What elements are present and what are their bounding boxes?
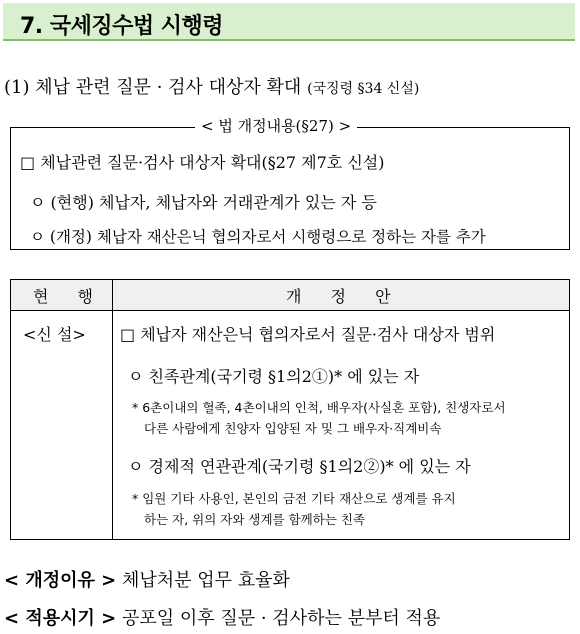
proposed-main: □ 체납자 재산은닉 협의자로서 질문·검사 대상자 범위 [120, 325, 496, 344]
reason-line [4, 566, 290, 592]
kinship-note-line2: 다른 사람에게 친양자 입양된 자 및 그 배우자·직계비속 [144, 421, 442, 436]
proposed-item-economic: ㅇ 경제적 연관관계(국기령 §1의2②)* 에 있는 자 [128, 457, 471, 476]
current-cell: <신 설> [23, 325, 86, 344]
economic-note-line2: 하는 자, 위의 자와 생계를 함께하는 친족 [144, 512, 366, 527]
section-heading-note: (국징령 §34 신설) [307, 81, 420, 97]
effective-label: < 적용시기 > [4, 608, 117, 629]
economic-note-line1: * 임원 기타 사용인, 본인의 금전 기타 재산으로 생계를 유지 [132, 491, 456, 506]
kinship-note-line1: * 6촌이내의 혈족, 4촌이내의 인척, 배우자(사실혼 포함), 친생자로서 [132, 400, 506, 415]
title-bar [3, 3, 575, 41]
proposed-item-kinship: ㅇ 친족관계(국기령 §1의2①)* 에 있는 자 [128, 367, 420, 386]
page-title: 7. 국세징수법 시행령 [20, 14, 223, 39]
header-current: 현 행 [33, 287, 105, 306]
effective-line [4, 604, 440, 630]
comparison-table [10, 279, 570, 540]
section-heading-text: (1) 체납 관련 질문 · 검사 대상자 확대 [4, 77, 302, 98]
reason-text: 체납처분 업무 효율화 [121, 570, 290, 591]
section-heading [4, 73, 419, 99]
law-checkbox-item: □ 체납관련 질문·검사 대상자 확대(§27 제7호 신설) [20, 153, 385, 172]
table-header-row [11, 280, 569, 311]
law-change-label: < 법 개정내용(§27) > [195, 115, 357, 136]
law-bullet-current: ㅇ (현행) 체납자, 체납자와 거래관계가 있는 자 등 [30, 193, 377, 212]
reason-label: < 개정이유 > [4, 570, 117, 591]
table-column-divider [112, 280, 113, 539]
law-bullet-revised: ㅇ (개정) 체납자 재산은닉 협의자로서 시행령으로 정하는 자를 추가 [30, 228, 486, 246]
effective-text: 공포일 이후 질문 · 검사하는 분부터 적용 [121, 608, 441, 629]
header-proposed: 개 정 안 [286, 287, 403, 306]
